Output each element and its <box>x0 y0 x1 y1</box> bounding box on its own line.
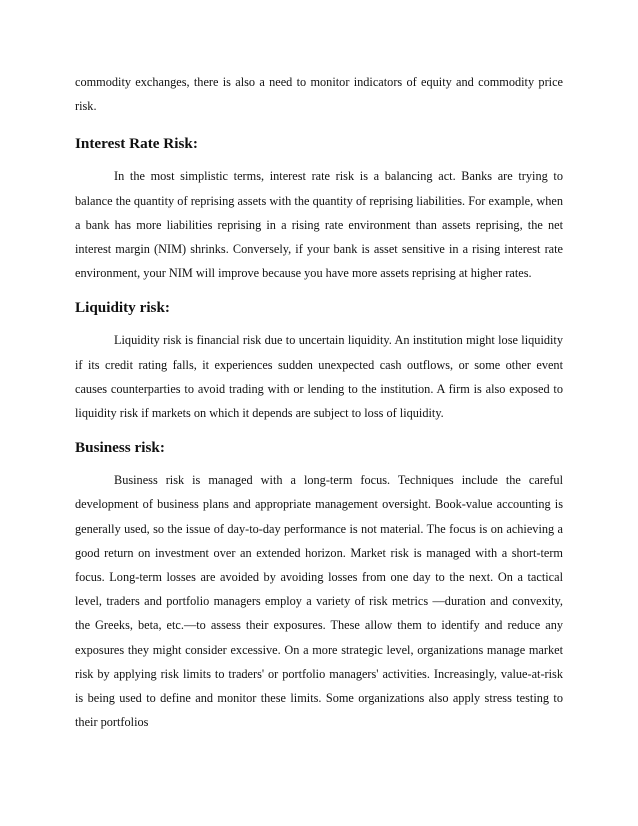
heading-interest-rate-risk: Interest Rate Risk: <box>75 135 198 153</box>
intro-paragraph: commodity exchanges, there is also a need to monitor indicators of equity and commodity price risk. <box>75 75 563 114</box>
paragraph-business-risk: Business risk is managed with a long-term focus. Techniques include the careful development of business plans and appropriate management oversight. Book-value accounting is generally used, so the issue of day-to-day performance is not material. The focus is on achieving a good return on investment over an extended horizon. Market risk is managed with a short-term focus. Long-term losses are avoided by avoiding losses from one day to the next. On a tactical level, traders and portfolio managers employ a variety of risk metrics —duration and convexity, the Greeks, beta, etc.—to assess their exposures. These allow them to identify and reduce any exposures they might consider excessive. On a more strategic level, organizations manage market risk by applying risk limits to traders' or portfolio managers' activities. Increasingly, value-at-risk is being used to define and monitor these limits. Some organizations also apply stress testing to their portfolios <box>75 473 563 730</box>
paragraph-liquidity-risk: Liquidity risk is financial risk due to uncertain liquidity. An institution might lose liquidity if its credit rating falls, it experiences sudden unexpected cash outflows, or some other event causes counterparties to avoid trading with or lending to the institution. A firm is also exposed to liquidity risk if markets on which it depends are subject to loss of liquidity. <box>75 333 563 421</box>
heading-business-risk: Business risk: <box>75 439 165 457</box>
paragraph-interest-rate-risk: In the most simplistic terms, interest rate risk is a balancing act. Banks are trying to balance the quantity of reprising assets with the quantity of reprising liabilities. For example, when a bank has more liabilities reprising in a rising rate environment than assets reprising, the net interest margin (NIM) shrinks. Conversely, if your bank is asset sensitive in a rising interest rate environment, your NIM will improve because you have more assets reprising at higher rates. <box>75 169 563 281</box>
document-page <box>75 70 563 734</box>
heading-liquidity-risk: Liquidity risk: <box>75 299 170 317</box>
